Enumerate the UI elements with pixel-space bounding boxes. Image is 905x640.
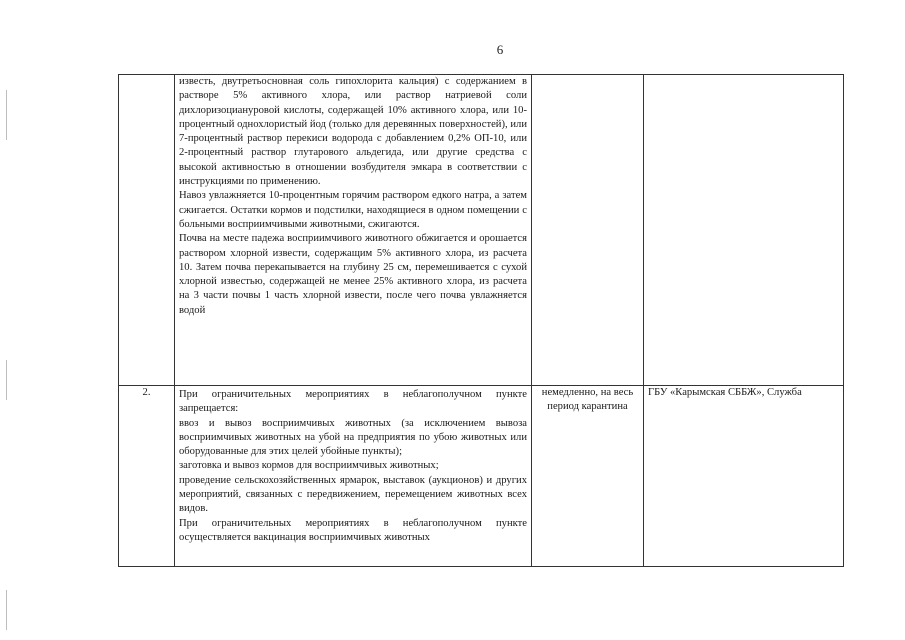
measure-paragraph: При ограничительных мероприятиях в неблагополучном пункте осуществляется вакцинация восприимчивых животных: [179, 517, 527, 543]
measure-paragraph: Навоз увлажняется 10-процентным горячим раствором едкого натра, а затем сжигается. Остатки кормов и подстилки, находящиеся в одном помещении с больными восприимчивыми животными, сжигаются.: [179, 190, 527, 230]
measure-paragraph: ввоз и вывоз восприимчивых животных (за исключением вывоза восприимчивых животных на убой на предприятия по убою животных или оборудованные для этих целей убойные пункты);: [179, 417, 527, 458]
page-number: 6: [496, 42, 504, 57]
responsible-cell: [644, 75, 844, 386]
row-number-cell: [119, 75, 175, 386]
deadline-cell: немедленно, на весь период карантина: [532, 386, 644, 567]
measures-cell: [175, 75, 532, 386]
measure-paragraph: известь, двутретьосновная соль гипохлорита кальция) с содержанием в растворе 5% активного хлора, или раствор натриевой соли дихлоризоциануровой кислоты, содержащей 10% активного хлора, или 10-процентный однохлористый йод (только для деревянных поверхностей), или 7-процентный раствор перекиси водорода с добавлением 0,2% ОП-10, или 2-процентный раствор глутарового альдегида, или другие средства с высокой активностью в отношении возбудителя эмкара в соответствии с инструкциями по применению.: [179, 76, 527, 188]
scan-edge-mark: [6, 360, 7, 400]
measures-cell: [175, 386, 532, 567]
measure-paragraph: заготовка и вывоз кормов для восприимчивых животных;: [179, 460, 439, 472]
measures-table: [118, 74, 844, 567]
responsible-cell: ГБУ «Карымская СББЖ», Служба: [644, 386, 844, 567]
row-number-cell: 2.: [119, 386, 175, 567]
table-row: [119, 75, 844, 386]
table-row: [119, 386, 844, 567]
measure-paragraph: Почва на месте падежа восприимчивого животного обжигается и орошается раствором хлорной извести, содержащим 5% активного хлора, из расчета 10. Затем почва перекапывается на глубину 25 см, перемешивается с сухой хлорной известью, содержащей не менее 25% активного хлора, из расчета на 3 части почвы 1 часть хлорной извести, после чего почва увлажняется водой: [179, 233, 527, 316]
scan-edge-mark: [6, 590, 7, 630]
scan-edge-mark: [6, 90, 7, 140]
measure-paragraph: проведение сельскохозяйственных ярмарок, выставок (аукционов) и других мероприятий, связанных с передвижением, перемещением животных всех видов.: [179, 474, 527, 515]
deadline-cell: [532, 75, 644, 386]
measure-paragraph: При ограничительных мероприятиях в неблагополучном пункте запрещается:: [179, 389, 527, 415]
